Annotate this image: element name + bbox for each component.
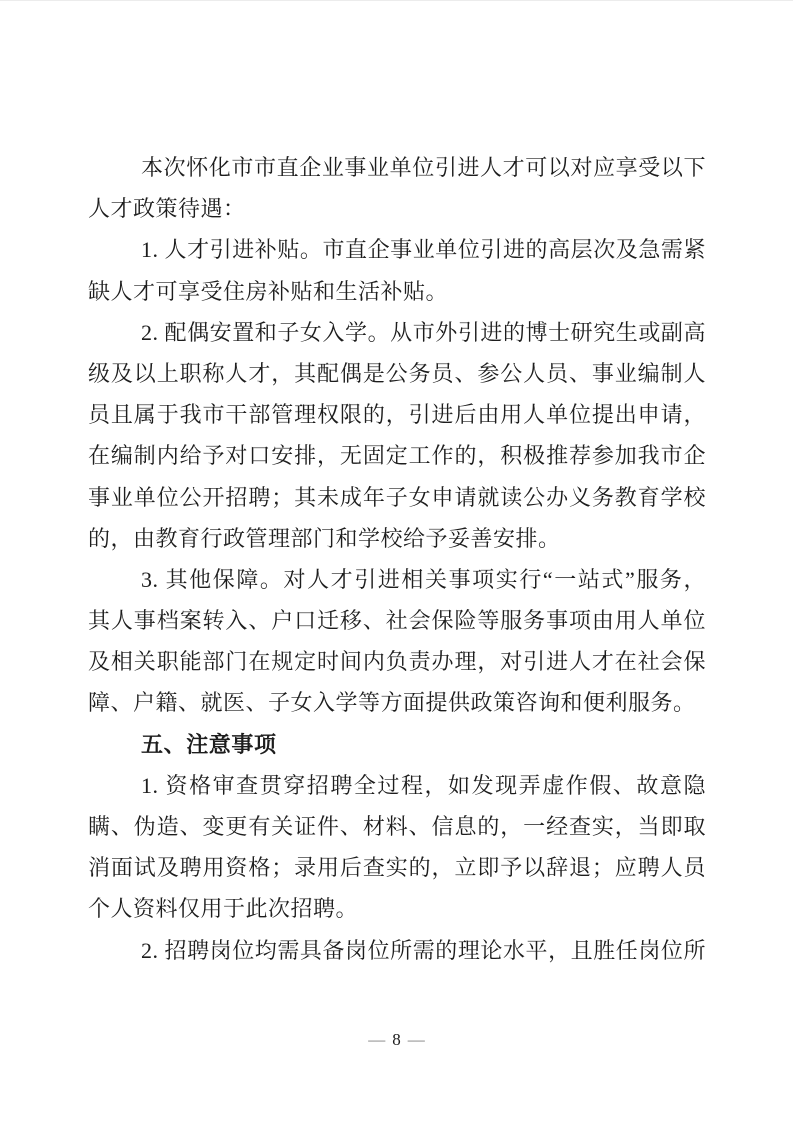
document-line: 缺人才可享受住房补贴和生活补贴。 <box>88 278 449 304</box>
page-footer <box>0 1029 793 1051</box>
document-line: 在编制内给予对口安排，无固定工作的，积极推荐参加我市企 <box>88 443 706 469</box>
document-line: 事业单位公开招聘；其未成年子女申请就读公办义务教育学校 <box>88 484 706 510</box>
document-line: 人才政策待遇： <box>88 196 246 222</box>
document-line: 2. 招聘岗位均需具备岗位所需的理论水平，且胜任岗位所 <box>141 937 706 963</box>
document-line: 级及以上职称人才，其配偶是公务员、参公人员、事业编制人 <box>88 360 706 386</box>
document-line: 3. 其他保障。对人才引进相关事项实行“一站式”服务， <box>141 566 706 592</box>
document-line: 1. 人才引进补贴。市直企事业单位引进的高层次及急需紧 <box>141 237 706 263</box>
document-line: 1. 资格审查贯穿招聘全过程，如发现弄虚作假、故意隐 <box>141 772 706 798</box>
footer-dash-left: — <box>368 1030 386 1049</box>
document-line: 员且属于我市干部管理权限的，引进后由用人单位提出申请， <box>88 402 706 428</box>
document-line: 其人事档案转入、户口迁移、社会保险等服务事项由用人单位 <box>88 608 706 634</box>
document-line: 的，由教育行政管理部门和学校给予妥善安排。 <box>88 525 561 551</box>
document-body <box>88 147 706 971</box>
footer-dash-right: — <box>407 1030 425 1049</box>
page-number: 8 <box>392 1030 401 1049</box>
document-line: 2. 配偶安置和子女入学。从市外引进的博士研究生或副高 <box>141 319 706 345</box>
document-line: 及相关职能部门在规定时间内负责办理，对引进人才在社会保 <box>88 649 706 675</box>
document-line: 本次怀化市市直企业事业单位引进人才可以对应享受以下 <box>141 155 706 180</box>
document-line: 个人资料仅用于此次招聘。 <box>88 896 359 922</box>
document-line: 消面试及聘用资格；录用后查实的，立即予以辞退；应聘人员 <box>88 855 706 881</box>
document-line: 障、户籍、就医、子女入学等方面提供政策咨询和便利服务。 <box>88 690 696 716</box>
section-heading: 五、注意事项 <box>141 731 277 757</box>
document-line: 瞒、伪造、变更有关证件、材料、信息的，一经查实，当即取 <box>88 814 706 839</box>
